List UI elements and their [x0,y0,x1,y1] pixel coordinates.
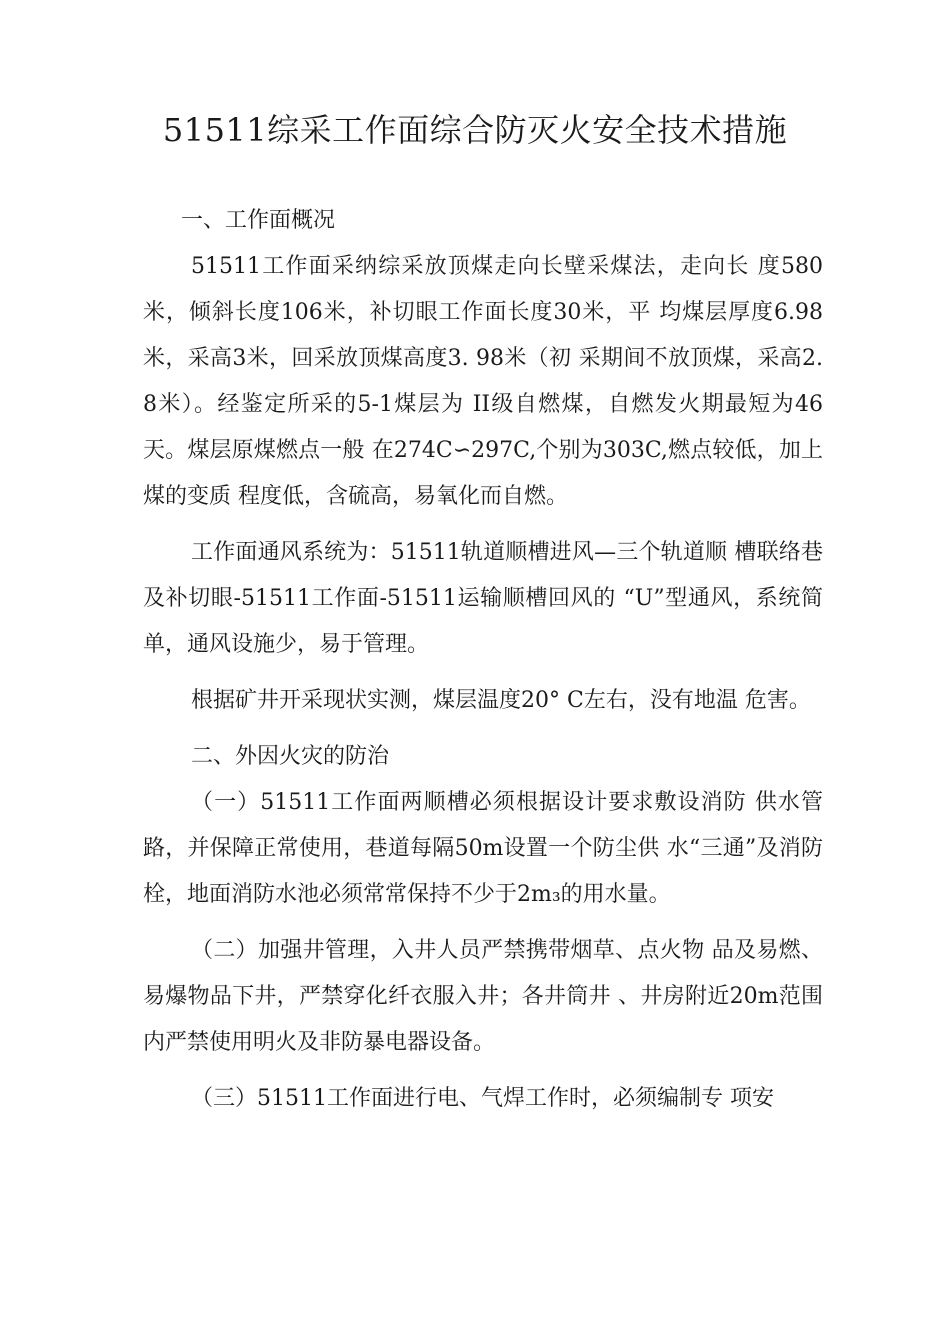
document-title: 51511综采工作面综合防灭火安全技术措施 [162,111,788,149]
document-body [143,198,823,1122]
paragraph-fire-water-supply: （一）51511工作面两顺槽必须根据设计要求敷设消防 供水管路，并保障正常使用，巷道每隔50m设置一个防尘供 水“三通”及消防栓，地面消防水池必须常常保持不少于2m₃的用水量。 [143,790,823,907]
section-heading-work-face-overview: 一、工作面概况 [181,208,336,233]
paragraph-coal-temperature: 根据矿井开采现状实测，煤层温度20° C左右，没有地温 危害。 [191,688,811,713]
paragraph-shaft-management: （二）加强井管理，入井人员严禁携带烟草、点火物 品及易燃、易爆物品下井，严禁穿化纤衣服入井；各井筒井 、井房附近20m范围内严禁使用明火及非防暴电器设备。 [143,938,823,1055]
paragraph-work-face-description: 51511工作面采纳综采放顶煤走向长壁采煤法，走向长 度580米，倾斜长度106米，补切眼工作面长度30米，平 均煤层厚度6.98米，采高3米，回采放顶煤高度3. 98米（初 采期间不放顶煤，采高2.8米）。经鉴定所采的5-1煤层为 II级自燃煤，自燃发火期最短为46天。煤层原煤燃点一般 在274C∽297C,个别为303C,燃点较低，加上煤的变质 程度低，含硫高，易氧化而自燃。 [143,254,823,509]
paragraph-welding-work: （三）51511工作面进行电、气焊工作时，必须编制专 项安 [191,1086,774,1111]
paragraph-ventilation-system: 工作面通风系统为：51511轨道顺槽进风—三个轨道顺 槽联络巷及补切眼-51511工作面-51511运输顺槽回风的 “U”型通风，系统简单，通风设施少，易于管理。 [143,540,823,657]
section-heading-external-fire-prevention: 二、外因火灾的防治 [191,744,390,769]
